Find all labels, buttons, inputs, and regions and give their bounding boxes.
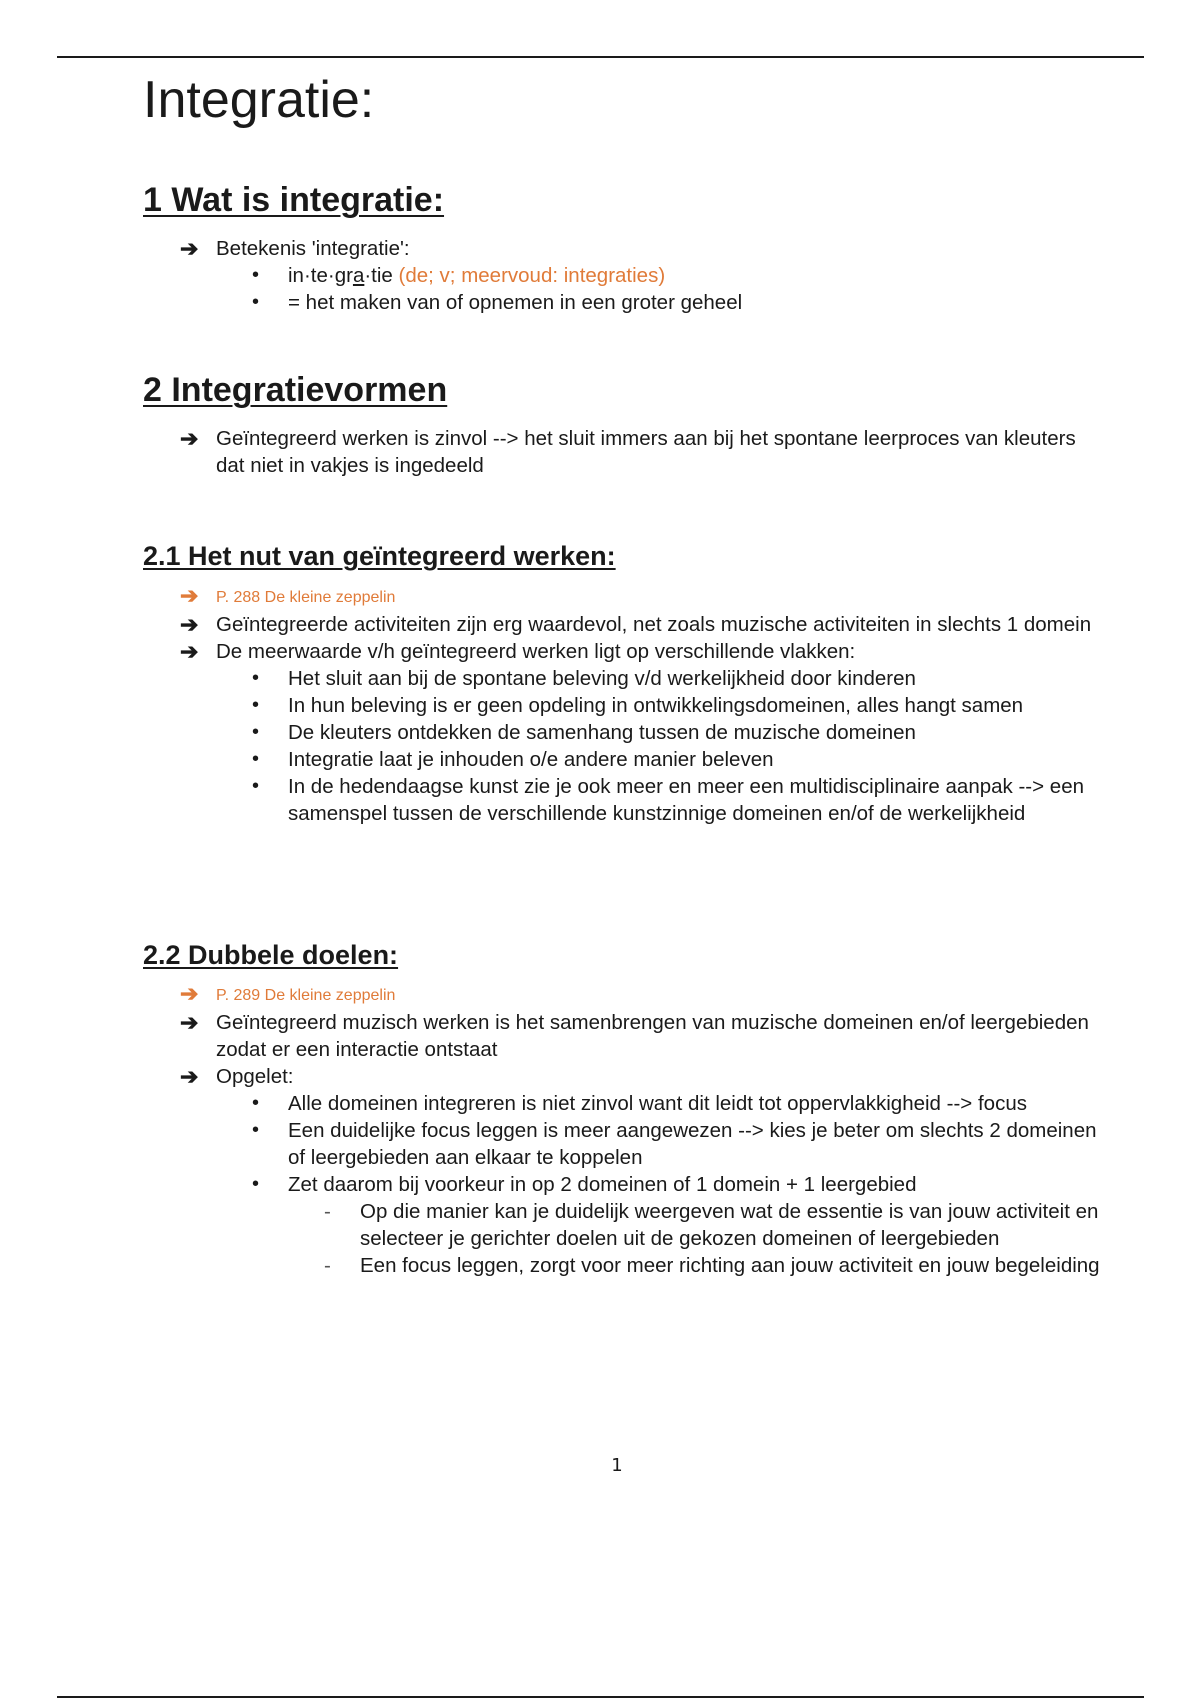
section-2-heading: 2 Integratievormen — [143, 371, 448, 409]
arrow-right-icon: ➔ — [180, 612, 199, 637]
list-item: • Het sluit aan bij de spontane beleving v/d werkelijkheid door kinderen — [252, 665, 1100, 692]
section-2-content — [180, 425, 1100, 479]
list-item: • De kleuters ontdekken de samenhang tussen de muzische domeinen — [252, 719, 1100, 746]
list-item: - Op die manier kan je duidelijk weergeven wat de essentie is van jouw activiteit en selecteer je gerichter doelen uit de gekozen domeinen of leergebieden — [324, 1198, 1100, 1252]
arrow-right-icon: ➔ — [180, 1010, 199, 1035]
list-item: • Een duidelijke focus leggen is meer aangewezen --> kies je beter om slechts 2 domeinen of leergebieden aan elkaar te koppelen — [252, 1117, 1100, 1171]
arrow-right-icon: ➔ — [180, 1064, 199, 1089]
list-item: • In hun beleving is er geen opdeling in ontwikkelingsdomeinen, alles hangt samen — [252, 692, 1100, 719]
arrow-right-icon: ➔ — [180, 426, 199, 451]
section-2-1-heading: 2.1 Het nut van geïntegreerd werken: — [143, 541, 616, 571]
section-2-1-content — [180, 582, 1100, 827]
list-item: • Integratie laat je inhouden o/e andere manier beleven — [252, 746, 1100, 773]
page-number: 1 — [611, 1455, 623, 1476]
page-title: Integratie: — [143, 71, 375, 129]
book-reference: P. 288 De kleine zeppelin — [216, 589, 396, 606]
list-item: • Zet daarom bij voorkeur in op 2 domeinen of 1 domein + 1 leergebied — [252, 1171, 1100, 1198]
header-rule — [57, 56, 1144, 58]
arrow-right-icon: ➔ — [180, 981, 199, 1006]
book-reference: P. 289 De kleine zeppelin — [216, 987, 396, 1004]
list-item: - Een focus leggen, zorgt voor meer richting aan jouw activiteit en jouw begeleiding — [324, 1252, 1100, 1279]
section-1-content — [180, 235, 1100, 316]
section-2-2-content — [180, 980, 1100, 1279]
list-item: • in·te·gra·tie (de; v; meervoud: integraties) — [252, 262, 1100, 289]
list-item: • = het maken van of opnemen in een groter geheel — [252, 289, 1100, 316]
bullet-list — [180, 262, 1100, 316]
list-item: ➔ De meerwaarde v/h geïntegreerd werken ligt op verschillende vlakken: — [180, 639, 856, 664]
list-item: ➔ Geïntegreerde activiteiten zijn erg waardevol, net zoals muzische activiteiten in slechts 1 domein — [180, 612, 1092, 637]
footer-rule — [57, 1696, 1144, 1698]
list-item: • In de hedendaagse kunst zie je ook meer en meer een multidisciplinaire aanpak --> een samenspel tussen de verschillende kunstzinnige domeinen en/of de werkelijkheid — [252, 773, 1100, 827]
section-2-2-heading: 2.2 Dubbele doelen: — [143, 940, 399, 970]
list-item: • Alle domeinen integreren is niet zinvol want dit leidt tot oppervlakkigheid --> focus — [252, 1090, 1100, 1117]
bullet-list — [180, 665, 1100, 827]
bullet-list — [180, 1090, 1100, 1198]
list-item — [180, 980, 1100, 1009]
dash-list — [180, 1198, 1100, 1279]
arrow-right-icon: ➔ — [180, 236, 199, 261]
list-item: ➔ Geïntegreerd muzisch werken is het samenbrengen van muzische domeinen en/of leergebieden zodat er een interactie ontstaat — [180, 1010, 1089, 1061]
arrow-right-icon: ➔ — [180, 639, 199, 664]
list-item: ➔ Betekenis 'integratie': — [180, 236, 410, 261]
arrow-right-icon: ➔ — [180, 583, 199, 608]
list-item: ➔ Opgelet: — [180, 1064, 294, 1089]
list-item — [180, 582, 1100, 611]
list-item: ➔ Geïntegreerd werken is zinvol --> het sluit immers aan bij het spontane leerproces van kleuters dat niet in vakjes is ingedeeld — [180, 426, 1076, 477]
section-1-heading: 1 Wat is integratie: — [143, 181, 445, 219]
